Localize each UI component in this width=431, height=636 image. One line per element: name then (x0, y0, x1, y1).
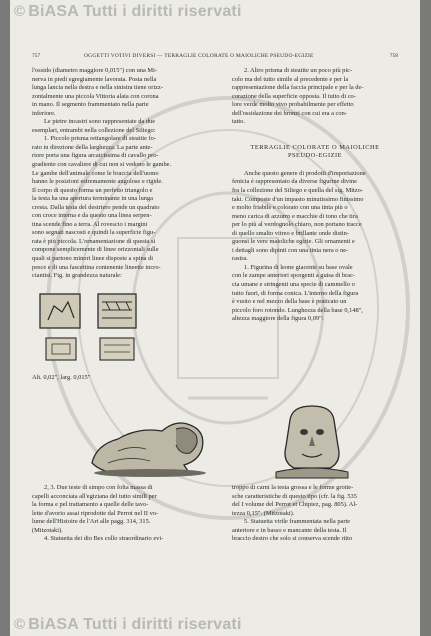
lion-figurine-figure (88, 405, 213, 477)
figure-caption: Alt. 0,02", larg. 0,015" (32, 374, 91, 381)
bottom-left-column: 2, 3. Due teste di simpo con folta massa di capelli acconciata all'egiziana del tutto simili per la forma e pel trattamento a quelle delle tavo- lette d'avorio assai riprodotte dal Perrot nel II vo- lume dell'Histoire de l'Art alle pagg. 314, 315. (Mitzotaki). 4. Statuetta dei dio Bes collo straordinario evi- (32, 484, 164, 543)
watermark-banner-top: © BiASA Tutti i diritti riservati (14, 3, 242, 20)
section-title: TERRAGLIE COLORATE O MAIOLICHE (250, 143, 380, 151)
section-subtitle: PSEUDO-EGIZIE (287, 152, 343, 160)
left-column: l'ossido (diametro maggiore 0,015") con una Mi- nerva in piedi egregiamente lavorata. Posta nella lunga lancia nella destra e nella sinistra tiene orizz- zontalmente una piccola Vittoria alata con corona in mano. Il segmento frammentato nella parte inferiore. Le pietre incastri sono rappresentate da due esemplari, entrambi nella collezione del Siliego: 1. Piccolo prisma rettangolare di steatite fo- rato in direzione della larghezza. La parte ante- riore porta una figura arcaicissima di cavallo pro- gradiente con cavaliere di cui non si vedono le gambe. Le gambe dell'animale come le braccia dell'uomo hanno le posizioni estremamente angolose e rigide. Il corpo di questo forma un perfetto triangolo e la testa ha una apertura terminante in una lunga cresta. Dalla testa del destriero pende un quadrato con croce interna e da questo una linea serpen- tina scende fino a terra. Al rovescio i margini sono segnati nascosti e quindi la superficie figu- rata è più piccola. L'ornamentazione di questa si compone semplicemente di linee orizzontali sulle quali si partono minori linee disposte a spina di pesce e di una fascettina contenente lineette incro- ciantisi. Fig. in grandezza naturale: (32, 67, 172, 280)
page-number-left: 757 (32, 53, 41, 59)
bottom-right-column: troppo di carni la testa grossa e le forme grotte- sche caratteristiche di questo tipo (cfr. la fig. 535 del I volume del Perrot et Chipiez, pag. 805). Al- tezza 0,15". (Mitzotaki). 5. Statuetta virile frammentata nella parte anteriore e in basso e mancante della testa. Il braccio destro che solo si conserva scende ritto (232, 484, 358, 543)
scanned-page (10, 0, 420, 636)
watermark-banner-bottom: © BiASA Tutti i diritti riservati (14, 616, 242, 633)
page-number-right: 758 (389, 53, 398, 59)
running-title: OGGETTI VOTIVI DIVERSI — TERRAGLIE COLORATE O MAIOLICHE PSEUDO-EGIZIE (84, 53, 314, 59)
seal-figure (36, 290, 146, 370)
right-column: 2. Altro prisma di steatite un poco più pic- colo ma del tutto simile al precedente e per la rappresentazione della faccia principale e per la de- corazione della superficie opposta. Il tutto di co- lore verde molto vivo probabilmente per effetto dell'ossidazione dei bronzi con cui era a con- tatto. TERRAGLIE COLORATE O MAIOLICHE PSEUDO-EGIZIE Anche questo genere di prodotti d'importazione fenicia è rappresentato da diverse figurine divine fra la collezione del Siliego e quella del sig. Mitzo- taki. Composte d'un impasto minutissimo finissimo e molto friabile e colorato con una tinta più o meno carica di azzurro e macchie di tono che tira per lo più al verdognolo chiaro, non portano tracce di quello smalto vitreo e brillante onde distin- guonsi le vere maioliche egizie. Gli ornamenti e i dettagli sono dipinti con una tinta nera o ne- rastra. 1. Figurina di leone giacente su base ovale con le zampe anteriori sporgenti a guisa di brac- cia umane e stringenti una specie di cammello o tutto fuori, di forma conica. L'interno della figura è vuoto e nel mezzo della base è praticato un piccolo foro rotondo. Lunghezza della base 0,148", altezza maggiore della figura 0,09": (232, 67, 398, 324)
bes-head-figure (272, 402, 352, 480)
